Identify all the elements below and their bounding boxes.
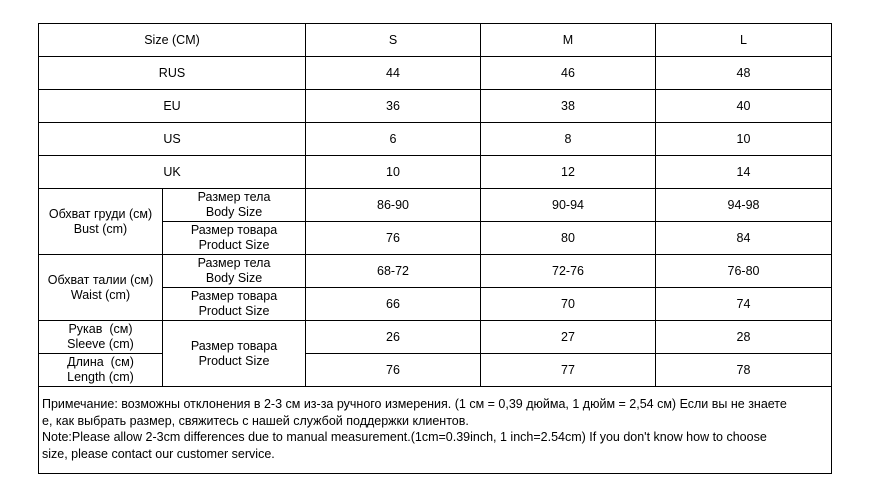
table-cell: 86-90: [306, 189, 481, 222]
note-en-line2: size, please contact our customer service.: [42, 446, 275, 461]
table-cell: 90-94: [481, 189, 656, 222]
sleeve-label-ru: Рукав (см): [68, 322, 133, 336]
table-row-header: [39, 24, 832, 57]
product-size-label: [163, 321, 306, 387]
table-row-length: [39, 354, 832, 387]
body-size-ru: Размер тела: [197, 190, 271, 204]
table-row-us: [39, 123, 832, 156]
bust-label-ru: Обхват груди (см): [48, 206, 153, 221]
body-size-en: Body Size: [205, 271, 263, 285]
table-cell: 38: [481, 90, 656, 123]
body-size-label: [163, 189, 306, 222]
waist-label-ru: Обхват талии (см): [47, 272, 154, 287]
table-cell: 84: [656, 222, 832, 255]
body-size-ru: Размер тела: [197, 256, 271, 270]
header-size-label: Size (CM): [39, 24, 306, 57]
note-ru-line2: е, как выбрать размер, свяжитесь с нашей службой поддержки клиентов.: [42, 413, 469, 428]
table-cell: 80: [481, 222, 656, 255]
waist-label: [39, 255, 163, 321]
table-cell: 68-72: [306, 255, 481, 288]
table-cell: 12: [481, 156, 656, 189]
table-row-sleeve: [39, 321, 832, 354]
waist-label-en: Waist (cm): [70, 287, 131, 302]
length-label: [39, 354, 163, 387]
table-row-rus: [39, 57, 832, 90]
system-label-us: US: [39, 123, 306, 156]
table-cell: 10: [656, 123, 832, 156]
table-cell: 26: [306, 321, 481, 354]
table-row-waist-body: [39, 255, 832, 288]
table-cell: 46: [481, 57, 656, 90]
product-size-ru: Размер товара: [190, 338, 278, 353]
product-size-label: [163, 222, 306, 255]
table-cell: 8: [481, 123, 656, 156]
header-size-m: M: [481, 24, 656, 57]
table-cell: 28: [656, 321, 832, 354]
table-cell: 77: [481, 354, 656, 387]
bust-label: [39, 189, 163, 255]
note-ru-line1: Примечание: возможны отклонения в 2-3 см из-за ручного измерения. (1 см = 0,39 дюйма, 1 дюйм = 2,54 см) Если вы не знаете: [42, 397, 787, 411]
length-label-en: Length (cm): [67, 370, 134, 384]
sleeve-label: [39, 321, 163, 354]
size-chart-table: [38, 23, 832, 474]
product-size-en: Product Size: [198, 304, 270, 318]
table-row-note: [39, 387, 832, 474]
sleeve-label-en: Sleeve (cm): [67, 337, 134, 351]
body-size-label: [163, 255, 306, 288]
table-row-bust-body: [39, 189, 832, 222]
product-size-ru: Размер товара: [190, 289, 278, 303]
table-cell: 76: [306, 354, 481, 387]
measurement-note: [39, 387, 832, 474]
table-cell: 76-80: [656, 255, 832, 288]
table-cell: 48: [656, 57, 832, 90]
table-cell: 27: [481, 321, 656, 354]
table-cell: 72-76: [481, 255, 656, 288]
bust-label-en: Bust (cm): [73, 221, 128, 236]
system-label-uk: UK: [39, 156, 306, 189]
table-cell: 6: [306, 123, 481, 156]
header-size-l: L: [656, 24, 832, 57]
product-size-en: Product Size: [198, 238, 270, 252]
system-label-rus: RUS: [39, 57, 306, 90]
table-cell: 36: [306, 90, 481, 123]
table-cell: 10: [306, 156, 481, 189]
table-row-eu: [39, 90, 832, 123]
product-size-label: [163, 288, 306, 321]
table-cell: 40: [656, 90, 832, 123]
length-label-ru: Длина (см): [67, 355, 134, 369]
table-cell: 78: [656, 354, 832, 387]
header-size-s: S: [306, 24, 481, 57]
table-cell: 70: [481, 288, 656, 321]
table-cell: 74: [656, 288, 832, 321]
table-row-uk: [39, 156, 832, 189]
product-size-ru: Размер товара: [190, 223, 278, 237]
table-cell: 14: [656, 156, 832, 189]
note-en-line1: Note:Please allow 2-3cm differences due to manual measurement.(1cm=0.39inch, 1 inch=2.54cm) If you don't know how to choose: [42, 430, 767, 444]
system-label-eu: EU: [39, 90, 306, 123]
table-cell: 76: [306, 222, 481, 255]
product-size-en: Product Size: [198, 353, 270, 368]
body-size-en: Body Size: [205, 205, 263, 219]
table-cell: 94-98: [656, 189, 832, 222]
table-cell: 44: [306, 57, 481, 90]
table-cell: 66: [306, 288, 481, 321]
